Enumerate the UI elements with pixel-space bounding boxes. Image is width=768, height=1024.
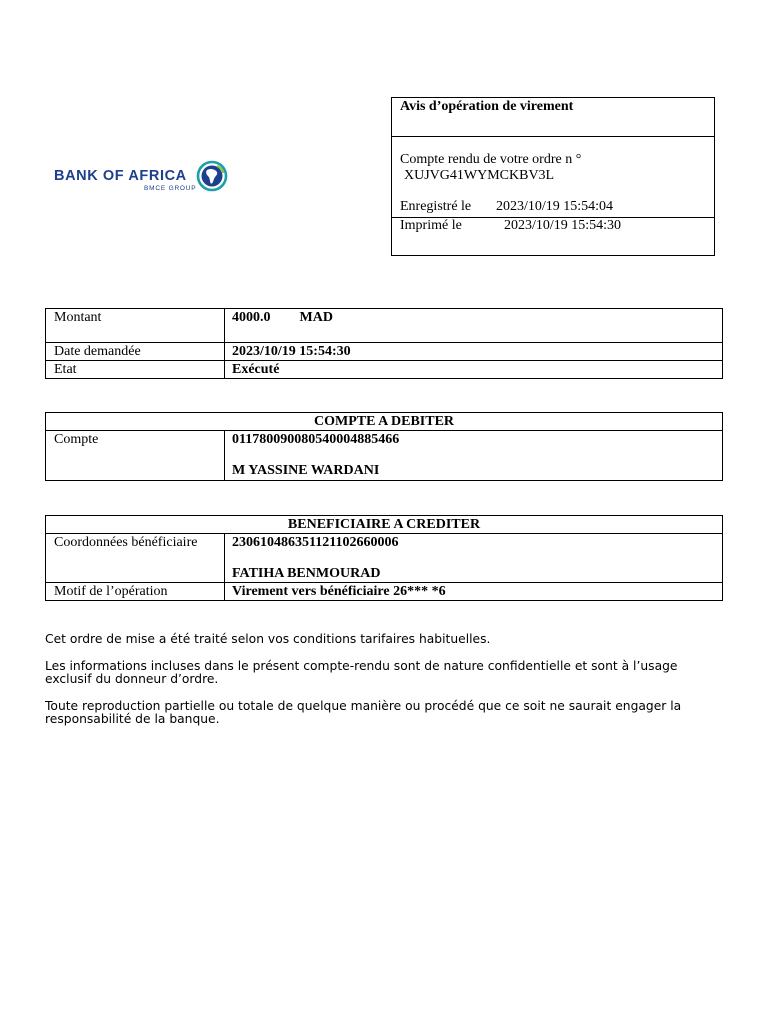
credit-heading: BENEFICIAIRE A CREDITER [46, 516, 723, 534]
notice-title: Avis d’opération de virement [400, 99, 574, 114]
beneficiary-name: FATIHA BENMOURAD [232, 566, 381, 581]
table-row [46, 361, 723, 379]
beneficiary-table [45, 515, 723, 601]
table-row [46, 534, 723, 583]
printed-label: Imprimé le [400, 218, 462, 233]
table-row [46, 431, 723, 481]
account-number: 011780090080540004885466 [232, 432, 400, 447]
date-label: Date demandée [46, 343, 225, 361]
table-row [46, 413, 723, 431]
note-liability: Toute reproduction partielle ou totale de quelque manière ou procédé que ce soit ne saurait engager la responsabilité de la banque. [45, 699, 682, 726]
beneficiary-coords-label: Coordonnées bénéficiaire [46, 534, 225, 583]
order-number: XUJVG41WYMCKBV3L [404, 168, 555, 183]
beneficiary-cell [225, 534, 723, 583]
debit-heading: COMPTE A DEBITER [46, 413, 723, 431]
operation-table [45, 308, 723, 379]
debit-account-table [45, 412, 723, 481]
account-label: Compte [46, 431, 225, 481]
printed-value: 2023/10/19 15:54:30 [504, 218, 622, 233]
account-holder: M YASSINE WARDANI [232, 463, 380, 478]
status-label: Etat [46, 361, 225, 379]
table-row [46, 583, 723, 601]
registered-label: Enregistré le [400, 199, 472, 214]
motive-label: Motif de l’opération [46, 583, 225, 601]
motive-value: Virement vers bénéficiaire 26*** *6 [225, 583, 723, 601]
operation-notice-box [391, 97, 715, 256]
order-label: Compte rendu de votre ordre n ° [400, 152, 582, 167]
debit-account-cell [225, 431, 723, 481]
globe-icon [196, 160, 228, 192]
logo-name: BANK OF AFRICA [54, 168, 187, 184]
amount-value: 4000.0 [232, 310, 271, 325]
status-value: Exécuté [225, 361, 723, 379]
bank-logo [54, 160, 230, 200]
note-confidentiality: Les informations incluses dans le présent compte-rendu sont de nature confidentielle et sont à l’usage exclusif du donneur d’ordre. [45, 659, 678, 686]
beneficiary-account: 230610486351121102660006 [232, 535, 399, 550]
date-value: 2023/10/19 15:54:30 [225, 343, 723, 361]
table-row [46, 309, 723, 343]
note-pricing: Cet ordre de mise a été traité selon vos conditions tarifaires habituelles. [45, 632, 491, 646]
logo-group: BMCE GROUP [144, 185, 197, 192]
registered-value: 2023/10/19 15:54:04 [496, 199, 614, 214]
amount-label: Montant [46, 309, 225, 343]
table-row [46, 516, 723, 534]
table-row [46, 343, 723, 361]
legal-notes [45, 633, 725, 740]
currency: MAD [299, 310, 333, 325]
amount-cell [225, 309, 723, 343]
divider [392, 136, 714, 137]
